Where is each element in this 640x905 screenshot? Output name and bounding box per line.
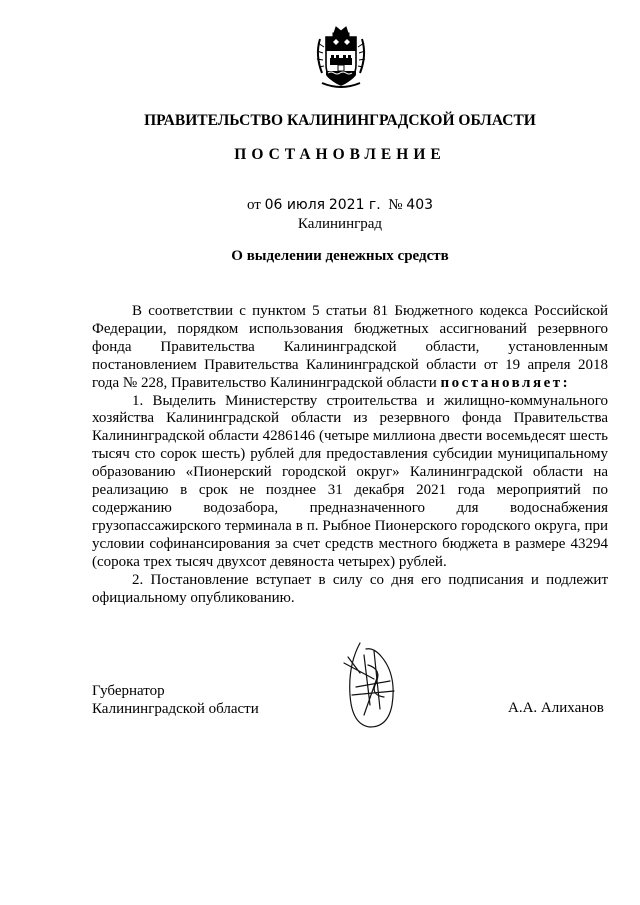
document-number: 403 [406,197,434,213]
intro-text: В соответствии с пунктом 5 статьи 81 Бюджетного кодекса Российской Федерации, порядком использования бюджетных ассигнований резервного фонда Правительства Калининградской области, установленным постановлением Правительства Калининградской области от 19 апреля 2018 года № 228, Правительство Калининградской области [92,303,608,391]
document-type: ПОСТАНОВЛЕНИЕ [234,146,446,163]
date-day-month: 06 июля [264,197,326,213]
government-title: ПРАВИТЕЛЬСТВО КАЛИНИНГРАДСКОЙ ОБЛАСТИ [144,112,536,129]
signatory-name: А.А. Алиханов [508,700,604,716]
coat-of-arms-emblem [312,25,370,91]
document-subject: О выделении денежных средств [231,248,449,264]
signatory-title-line2: Калининградской области [92,701,259,717]
number-sign: № [388,197,403,213]
date-prefix: от [246,197,261,213]
date-year: 2021 г. [328,197,381,213]
handwritten-signature [330,635,420,735]
signatory-title [92,682,259,718]
city-name: Калининград [297,216,383,232]
intro-paragraph [92,303,608,393]
date-number-line [0,197,640,214]
decrees-word: постановляет: [440,374,571,391]
signatory-title-line1: Губернатор [92,683,165,699]
item-1-paragraph: 1. Выделить Министерству строительства и жилищно-коммунального хозяйства Калининградской области из резервного фонда Правительства Калининградской области 4286146 (четыре миллиона двести восемьдесят шесть тысяч сто сорок шесть) рублей для предоставления субсидии муниципальному образованию «Пионерский городской округ» Калининградской области на реализацию в срок не позднее 31 декабря 2021 года мероприятий по содержанию водозабора, предназначенного для водоснабжения грузопассажирского терминала в п. Рыбное Пионерского городского округа, при условии софинансирования за счет средств местного бюджета в размере 43294 (сорока трех тысяч двухсот девяноста четырех) рублей. [92,392,608,570]
item-2-paragraph: 2. Постановление вступает в силу со дня его подписания и подлежит официальному опубликованию. [92,571,608,606]
document-body [92,303,608,607]
